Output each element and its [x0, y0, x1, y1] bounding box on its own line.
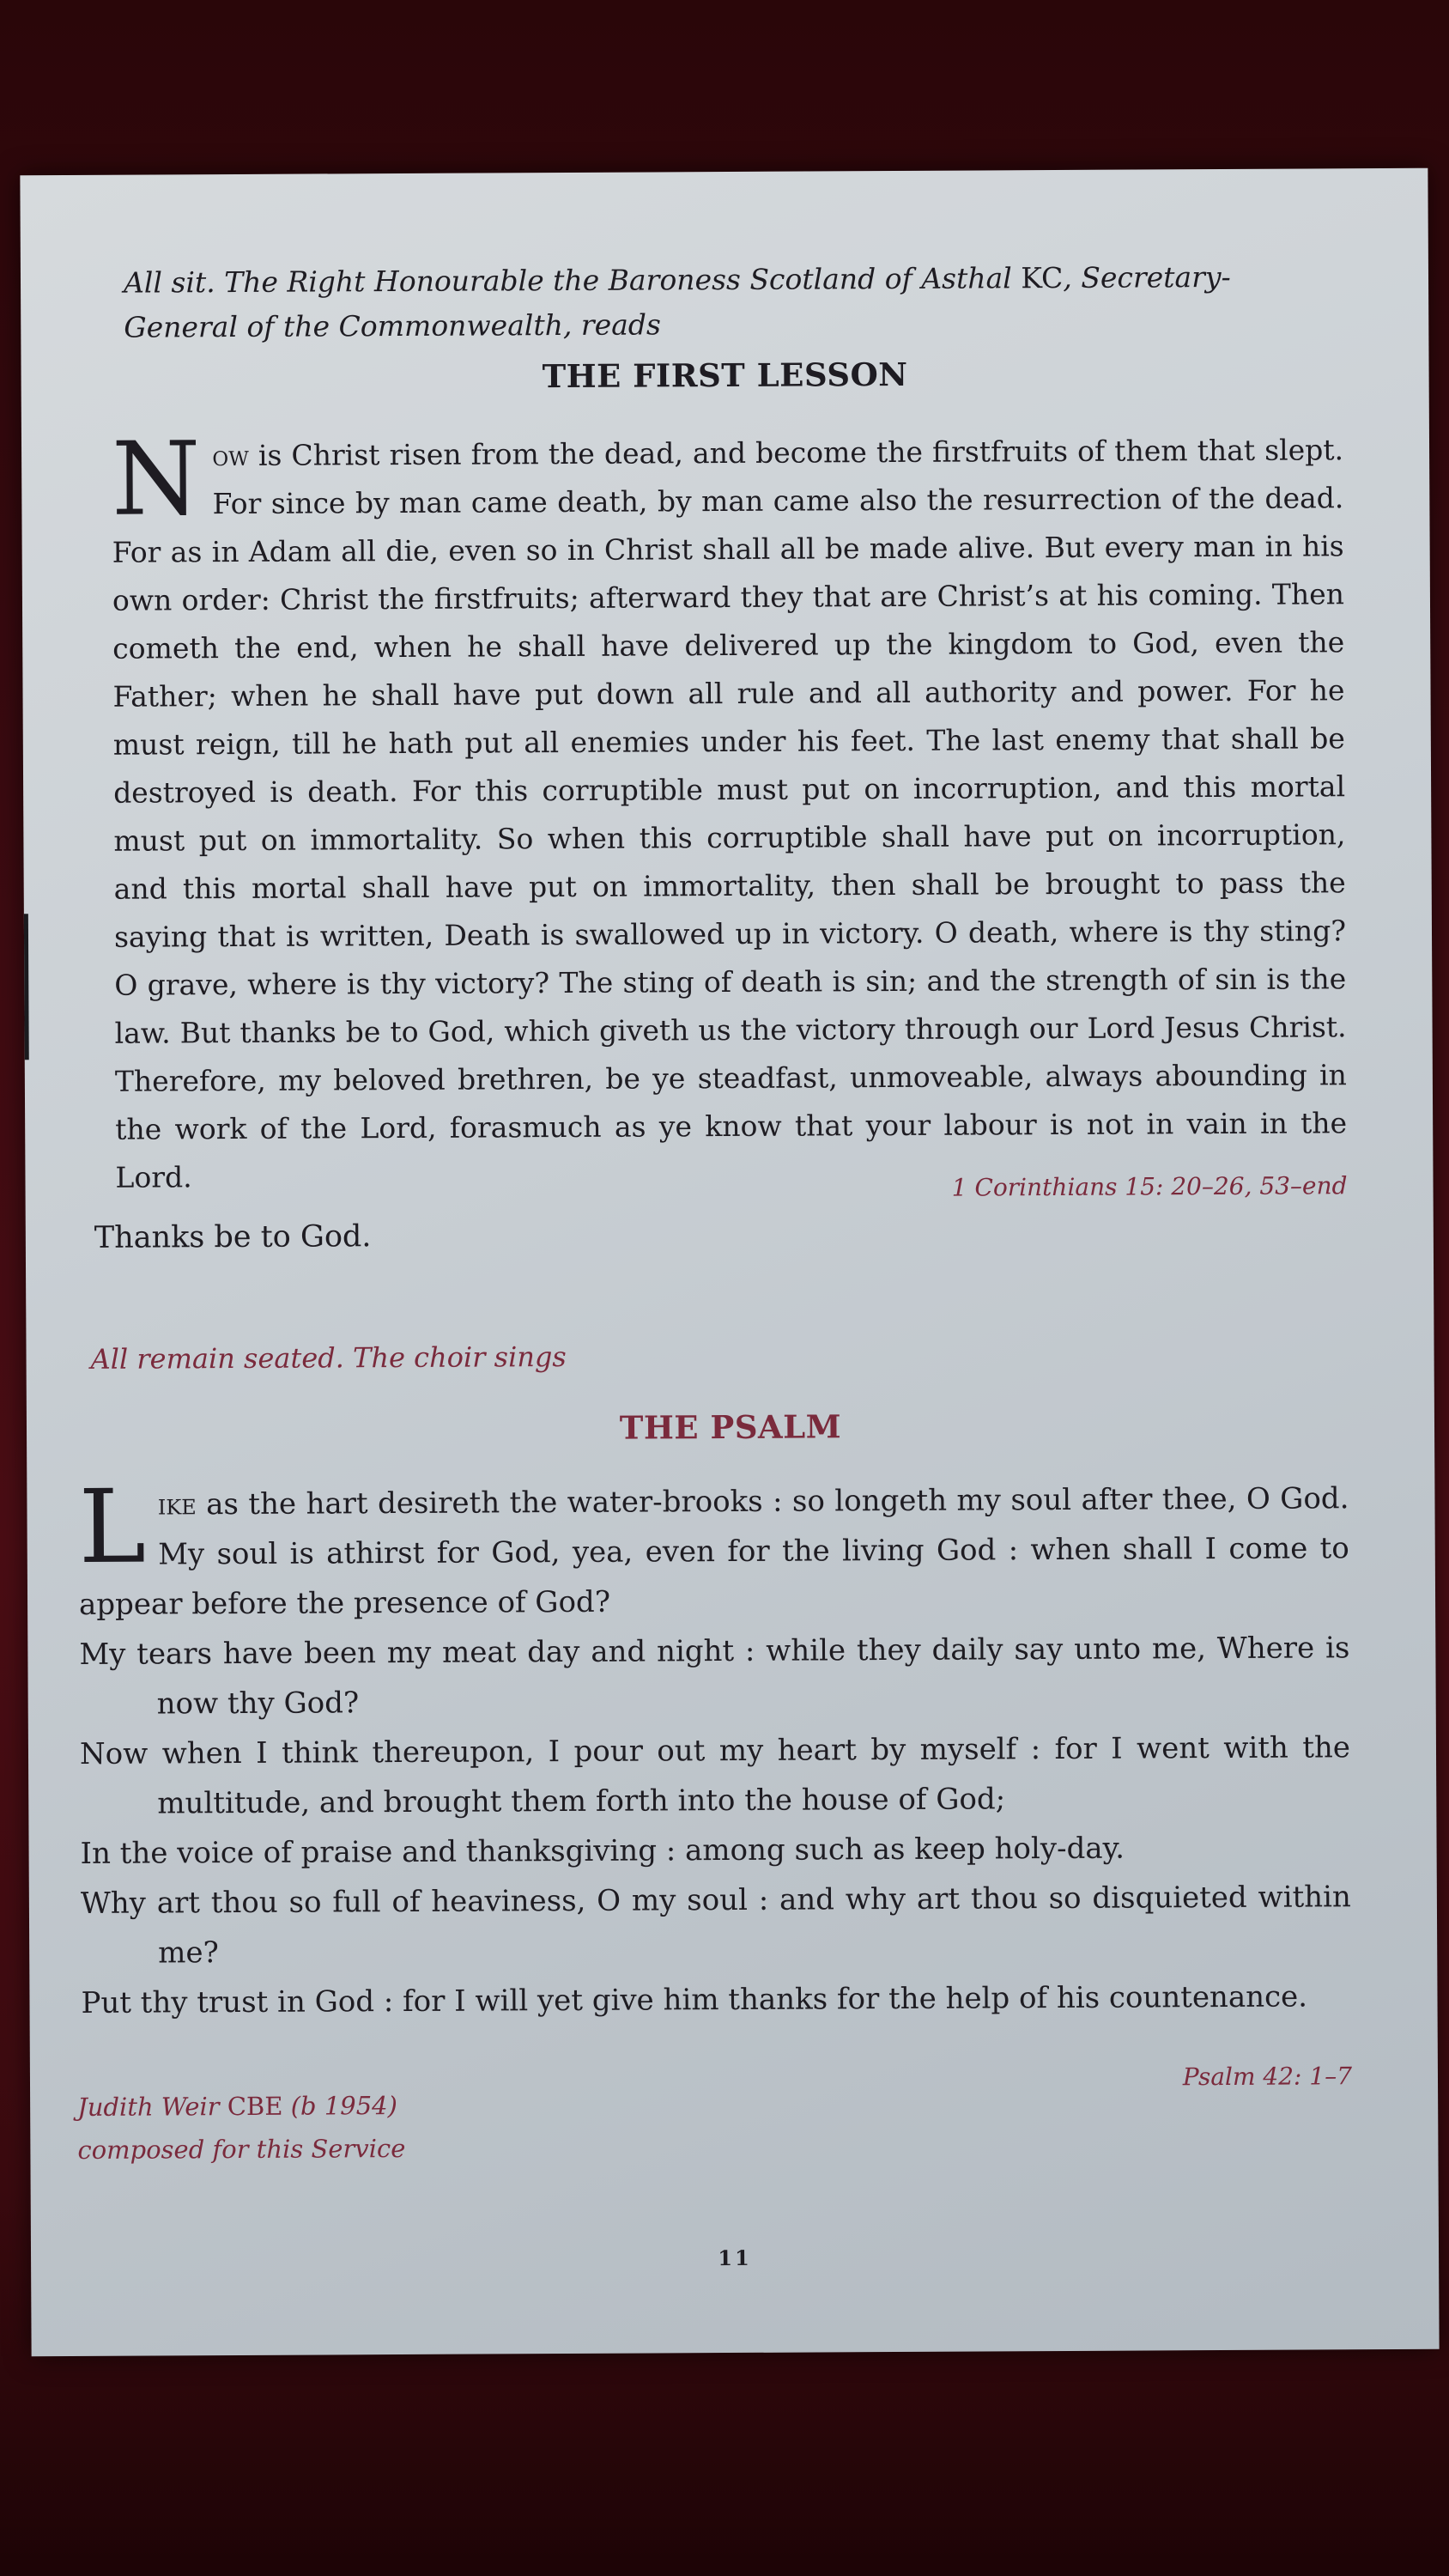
composer-name: Judith Weir [77, 2092, 227, 2122]
psalm-verse: My tears have been my meat day and night : while they daily say unto me, Where is now thy God? [79, 1631, 1350, 1722]
lesson-body: is Christ risen from the dead, and become the firstfruits of them that slept. For since by man came death, by man came also the resurrection of the dead. For as in Adam all die, even so in Christ shall all be made alive. But every man in his own order: Christ the firstfruits; afterward they that are Christ’s at his coming. Then cometh the end, when he shall have delivered up the kingdom to God, even the Father; when he shall have put down all rule and all authority and power. For he must reign, till he hath put all enemies under his feet. The last enemy that shall be destroyed is death. For this corruptible must put on incorruption, and this mortal must put on immortality. So when this corruptible shall have put on incorruption, and this mortal shall have put on immortality, then shall be brought to pass the saying that is written, Death is swallowed up in victory. O death, where is thy sting? O grave, where is thy victory? The sting of death is sin; and the strength of sin is the law. But thanks be to God, which giveth us the victory through our Lord Jesus Christ. Therefore, my beloved brethren, be ye steadfast, unmoveable, always abounding in the work of the Lord, forasmuch as ye know that your labour is not in vain in the Lord. [112, 433, 1348, 1194]
psalm-heading: THE PSALM [619, 1407, 842, 1447]
psalm-lead-word: ike [157, 1487, 197, 1522]
lesson-response: Thanks be to God. [94, 1219, 372, 1255]
psalm-verse-1-text: as the hart desireth the water-brooks : so longeth my soul after thee, O God. My soul is athirst for God, yea, even for the living God : when shall I come to appear before the presence of God? [78, 1481, 1349, 1622]
service-booklet-page [20, 168, 1439, 2357]
drop-cap: L [78, 1467, 147, 1586]
lesson-rubric [124, 254, 1343, 349]
lesson-lead-word: ow [212, 438, 249, 473]
lesson-reference: 1 Corinthians 15: 20–26, 53–end [951, 1171, 1348, 1202]
page-number: 11 [718, 2245, 752, 2271]
first-lesson-text [111, 419, 1348, 1202]
first-lesson-heading: THE FIRST LESSON [542, 355, 908, 396]
rubric-honour: KC [1021, 260, 1064, 295]
psalm-verse: Why art thou so full of heaviness, O my soul : and why art thou so disquieted within me? [80, 1880, 1351, 1971]
psalm-verse: Now when I think thereupon, I pour out my heart by myself : for I went with the multitude, and brought them forth into the house of God; [79, 1730, 1351, 1821]
page-edge-mark [24, 914, 29, 1060]
choir-rubric: All remain seated. The choir sings [90, 1340, 567, 1376]
drop-cap: N [111, 419, 201, 538]
composer-dates: (b 1954) [282, 2091, 397, 2121]
composer-note: composed for this Service [77, 2133, 406, 2165]
psalm-verse: Put thy trust in God : for I will yet give him thanks for the help of his countenance. [81, 1979, 1308, 2020]
composer-honour: CBE [227, 2091, 283, 2122]
psalm-verse: In the voice of praise and thanksgiving : among such as keep holy-day. [80, 1831, 1125, 1871]
psalm-verse-1 [78, 1467, 1349, 1630]
composer-credit [77, 2084, 406, 2172]
rubric-text-part1: All sit. The Right Honourable the Baroness Scotland of Asthal [123, 261, 1022, 300]
psalm-text [78, 1467, 1351, 2028]
composer-line [77, 2084, 405, 2129]
rubric-text-part2: , Secretary-General of the Commonwealth, reads [124, 259, 1231, 344]
psalm-reference: Psalm 42: 1–7 [1182, 2062, 1353, 2092]
